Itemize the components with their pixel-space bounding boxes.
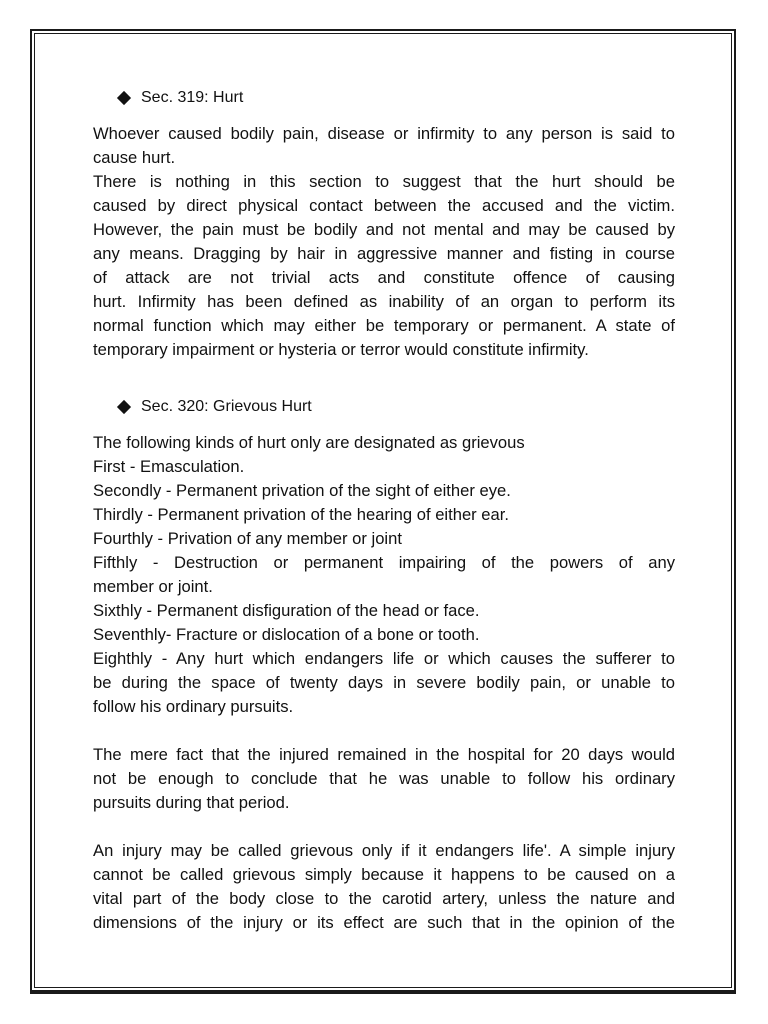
text-line: Seventhly- Fracture or dislocation of a bone or tooth.: [93, 625, 480, 644]
text-line: An injury may be called grievous only if it endangers life'. A simple injury: [93, 841, 675, 860]
text-line: hurt. Infirmity has been defined as inability of an organ to perform its: [93, 292, 675, 311]
section-320-paragraph-3: [93, 839, 675, 935]
text-line: The following kinds of hurt only are designated as grievous: [93, 433, 525, 452]
section-heading-text: Sec. 319: Hurt: [141, 89, 244, 106]
text-line: not be enough to conclude that he was unable to follow his ordinary: [93, 769, 675, 788]
text-line: be during the space of twenty days in severe bodily pain, or unable to: [93, 673, 675, 692]
section-heading-319: [117, 86, 675, 110]
text-line: Secondly - Permanent privation of the sight of either eye.: [93, 481, 511, 500]
text-line: Eighthly - Any hurt which endangers life or which causes the sufferer to: [93, 649, 675, 668]
text-line: normal function which may either be temporary or permanent. A state of: [93, 316, 675, 335]
text-line: caused by direct physical contact between the accused and the victim.: [93, 196, 675, 215]
diamond-bullet-icon: [117, 400, 131, 414]
section-320-list: [93, 431, 675, 719]
text-line: vital part of the body close to the carotid artery, unless the nature and: [93, 889, 675, 908]
diamond-bullet-icon: [117, 91, 131, 105]
text-line: temporary impairment or hysteria or terror would constitute infirmity.: [93, 340, 589, 359]
text-line: cause hurt.: [93, 148, 176, 167]
text-line: follow his ordinary pursuits.: [93, 697, 294, 716]
text-line: However, the pain must be bodily and not mental and may be caused by: [93, 220, 675, 239]
section-320-paragraph-2: [93, 743, 675, 815]
text-line: Sixthly - Permanent disfiguration of the head or face.: [93, 601, 480, 620]
text-line: Fourthly - Privation of any member or joint: [93, 529, 402, 548]
text-line: Whoever caused bodily pain, disease or infirmity to any person is said to: [93, 124, 675, 143]
text-line: First - Emasculation.: [93, 457, 245, 476]
section-319-paragraph: [93, 122, 675, 362]
text-line: Thirdly - Permanent privation of the hearing of either ear.: [93, 505, 509, 524]
text-line: any means. Dragging by hair in aggressive manner and fisting in course: [93, 244, 675, 263]
text-line: The mere fact that the injured remained in the hospital for 20 days would: [93, 745, 675, 764]
text-line: There is nothing in this section to suggest that the hurt should be: [93, 172, 675, 191]
text-line: pursuits during that period.: [93, 793, 290, 812]
section-heading-text: Sec. 320: Grievous Hurt: [141, 398, 312, 415]
text-line: member or joint.: [93, 577, 213, 596]
text-line: Fifthly - Destruction or permanent impairing of the powers of any: [93, 553, 675, 572]
text-line: cannot be called grievous simply because it happens to be caused on a: [93, 865, 675, 884]
text-line: of attack are not trivial acts and constitute offence of causing: [93, 268, 675, 287]
section-heading-320: [117, 395, 675, 419]
document-body: [93, 86, 675, 935]
page-border-bottom: [30, 990, 736, 994]
text-line: dimensions of the injury or its effect are such that in the opinion of the: [93, 913, 675, 932]
